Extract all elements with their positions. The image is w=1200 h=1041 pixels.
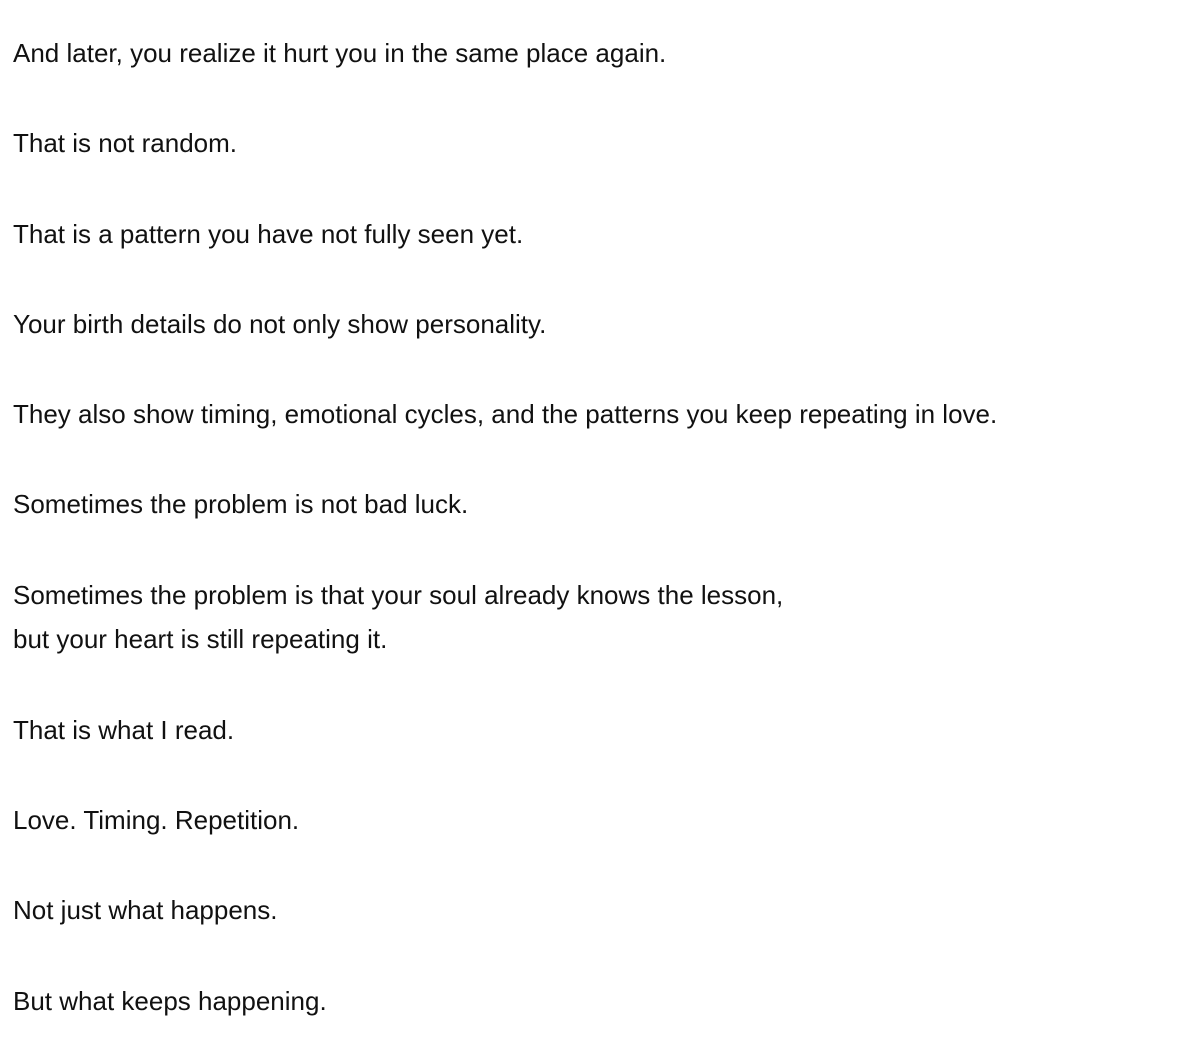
paragraph: Love. Timing. Repetition. <box>13 805 300 835</box>
paragraph: But what keeps happening. <box>13 986 327 1016</box>
paragraph: They also show timing, emotional cycles, and the patterns you keep repeating in love. <box>13 399 998 429</box>
paragraph: Not just what happens. <box>13 895 278 925</box>
paragraph: And later, you realize it hurt you in the same place again. <box>13 38 667 68</box>
paragraph: That is what I read. <box>13 715 235 745</box>
paragraph: That is a pattern you have not fully seen yet. <box>13 219 524 249</box>
paragraph-line: Sometimes the problem is that your soul already knows the lesson, <box>13 580 784 610</box>
paragraph: Sometimes the problem is not bad luck. <box>13 489 469 519</box>
document-body <box>13 0 1200 1041</box>
paragraph: Your birth details do not only show personality. <box>13 309 547 339</box>
paragraph-line: but your heart is still repeating it. <box>13 624 388 654</box>
paragraph: That is not random. <box>13 128 237 158</box>
paragraph-multiline <box>13 573 783 661</box>
